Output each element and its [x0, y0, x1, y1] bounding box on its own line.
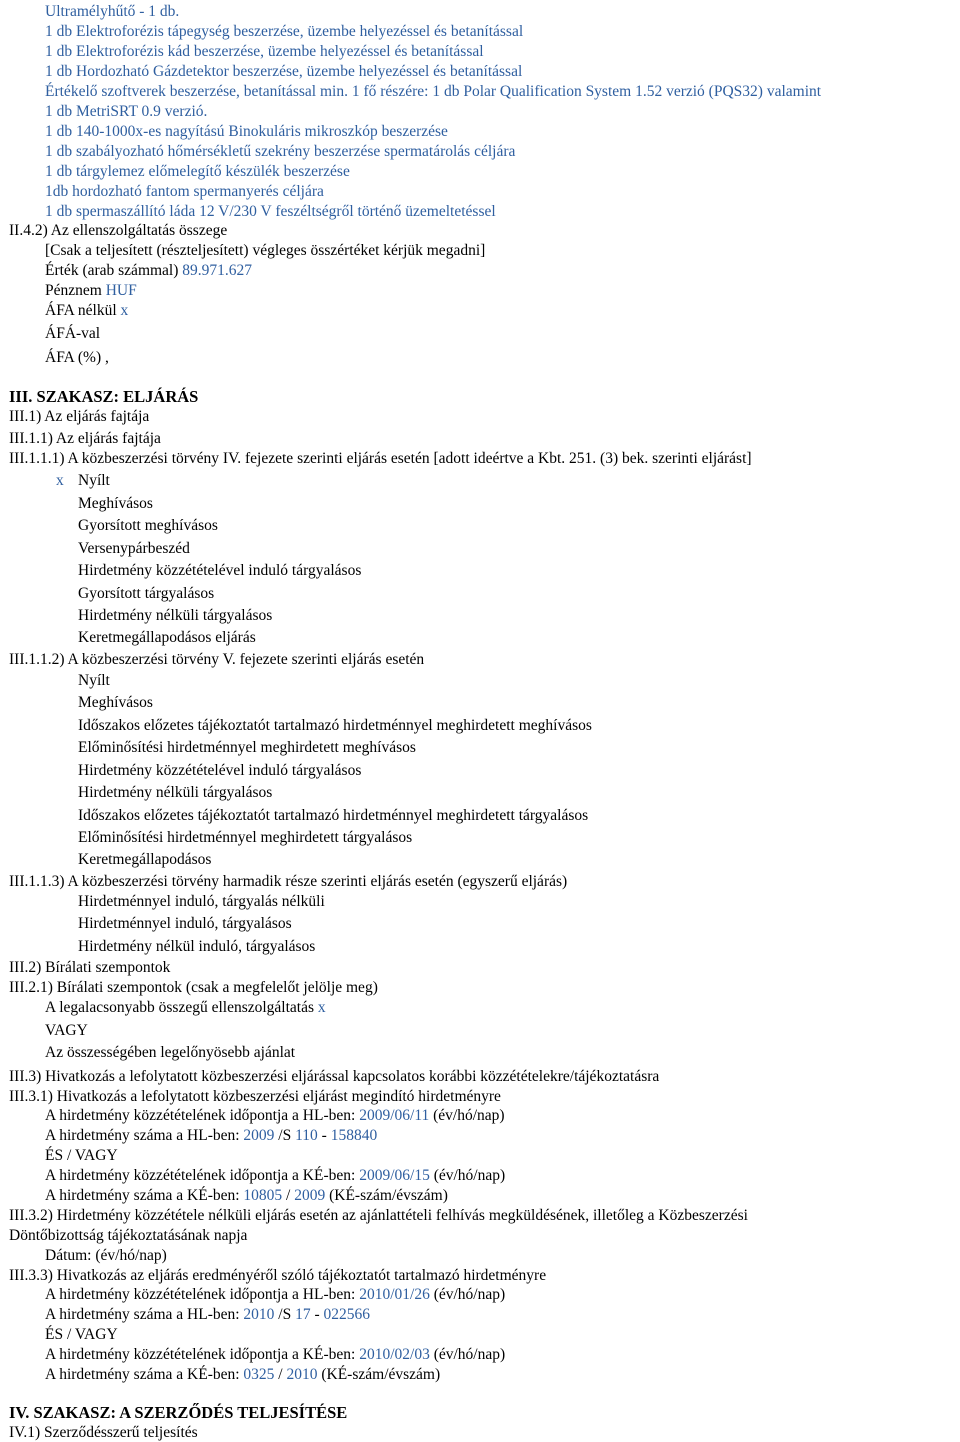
item-line: 1 db 140-1000x-es nagyítású Binokuláris mikroszkóp beszerzése	[45, 123, 448, 140]
option: Meghívásos	[78, 694, 153, 711]
ref-value: 110	[295, 1127, 318, 1144]
ref-format: (év/hó/nap)	[433, 1286, 506, 1303]
ref-value: 2010	[286, 1366, 318, 1383]
option: Hirdetmény nélküli tárgyalásos	[78, 784, 273, 801]
item-line: Ultramélyhűtő - 1 db.	[45, 3, 180, 20]
ref-label: A hirdetmény közzétételének időpontja a KÉ-ben:	[45, 1167, 356, 1184]
ref-format: (év/hó/nap)	[433, 1346, 506, 1363]
subsection: III.1.1) Az eljárás fajtája	[9, 430, 161, 447]
option: Hirdetmény nélküli tárgyalásos	[78, 607, 273, 624]
ref-row	[45, 1285, 505, 1304]
value-label: Érték (arab számmal)	[45, 262, 179, 279]
ref-value: 158840	[330, 1127, 378, 1144]
ref-value: 2010	[243, 1306, 275, 1323]
es-vagy: ÉS / VAGY	[45, 1147, 118, 1164]
ref-row	[45, 1166, 505, 1185]
option: Előminősítési hirdetménnyel meghirdetett tárgyalásos	[78, 829, 413, 846]
option: Keretmegállapodásos	[78, 851, 212, 868]
ref-format: (év/hó/nap)	[433, 1107, 505, 1124]
ref-value: 2009	[294, 1187, 326, 1204]
option: Meghívásos	[78, 495, 153, 512]
gross-label: ÁFÁ-val	[45, 325, 101, 342]
option: Hirdetménnyel induló, tárgyalás nélküli	[78, 893, 325, 910]
ref-label: A hirdetmény száma a KÉ-ben:	[45, 1366, 240, 1383]
ref-label: A hirdetmény közzétételének időpontja a KÉ-ben:	[45, 1346, 356, 1363]
value: 89.971.627	[182, 262, 253, 279]
criterion-row	[45, 998, 326, 1017]
item-line: 1 db Hordozható Gázdetektor beszerzése, üzembe helyezéssel és betanítással	[45, 63, 523, 80]
ref-format: (KÉ-szám/évszám)	[329, 1187, 448, 1204]
ref-row: A hirdetmény száma a KÉ-ben: 0325 / 2010 (KÉ-szám/évszám)	[45, 1366, 441, 1383]
item-line: 1 db tárgylemez előmelegítő készülék beszerzése	[45, 163, 350, 180]
ref-row	[45, 1345, 505, 1364]
net-row	[45, 301, 128, 320]
item-line: 1 db Elektroforézis tápegység beszerzése, üzembe helyezéssel és betanítással	[45, 23, 524, 40]
ref-format: (év/hó/nap)	[433, 1167, 506, 1184]
ref-label: A hirdetmény száma a HL-ben:	[45, 1127, 240, 1144]
ref-value: 2009/06/15	[359, 1167, 430, 1184]
option: Hirdetmény közzétételével induló tárgyalásos	[78, 562, 362, 579]
or-text: VAGY	[45, 1022, 88, 1039]
subsection: III.3) Hivatkozás a lefolytatott közbeszerzési eljárással kapcsolatos korábbi közzétételekre/tájékoztatásra	[9, 1068, 660, 1085]
ref-row: A hirdetmény száma a KÉ-ben: 10805 / 2009 (KÉ-szám/évszám)	[45, 1187, 448, 1204]
currency-label: Pénznem	[45, 282, 102, 299]
item-line: 1 db MetriSRT 0.9 verzió.	[45, 103, 208, 120]
section-title: IV. SZAKASZ: A SZERZŐDÉS TELJESÍTÉSE	[9, 1403, 348, 1422]
ref-value: 0325	[243, 1366, 275, 1383]
subsection: III.3.2) Hirdetmény közzététele nélküli eljárás esetén az ajánlattételi felhívás megküldésének, illetőleg a Közbeszerzési	[9, 1207, 748, 1224]
ref-row	[45, 1106, 505, 1125]
item-line: 1 db Elektroforézis kád beszerzése, üzembe helyezéssel és betanítással	[45, 43, 484, 60]
ref-row: A hirdetmény száma a HL-ben: 2009 /S 110 - 158840	[45, 1127, 378, 1144]
subsection: III.1.1.2) A közbeszerzési törvény V. fejezete szerinti eljárás esetén	[9, 651, 425, 668]
ref-label: A hirdetmény közzétételének időpontja a HL-ben:	[45, 1286, 356, 1303]
option: Hirdetménnyel induló, tárgyalásos	[78, 915, 292, 932]
item-line: 1 db szabályozható hőmérsékletű szekrény beszerzése spermatárolás céljára	[45, 143, 516, 160]
option: Nyílt	[78, 472, 110, 489]
subsection: III.1.1.3) A közbeszerzési törvény harmadik része szerinti eljárás esetén (egyszerű eljárás)	[9, 873, 568, 890]
option: Gyorsított meghívásos	[78, 517, 218, 534]
ref-format: (KÉ-szám/évszám)	[321, 1366, 441, 1383]
es-vagy: ÉS / VAGY	[45, 1326, 118, 1343]
option: Versenypárbeszéd	[78, 540, 190, 557]
vat-label: ÁFA (%) ,	[45, 349, 109, 366]
option: Nyílt	[78, 672, 110, 689]
option: Előminősítési hirdetménnyel meghirdetett meghívásos	[78, 739, 416, 756]
currency-row	[45, 281, 137, 300]
item-line: 1db hordozható fantom spermanyerés céljára	[45, 183, 324, 200]
criterion: Az összességében legelőnyösebb ajánlat	[45, 1044, 296, 1061]
criterion-mark: x	[317, 999, 326, 1016]
subsection: IV.1) Szerződésszerű teljesítés	[9, 1424, 198, 1441]
section-heading: II.4.2) Az ellenszolgáltatás összege	[9, 222, 228, 239]
ref-value: 10805	[243, 1187, 283, 1204]
ref-value: 2009/06/11	[359, 1107, 430, 1124]
ref-value: 022566	[323, 1306, 371, 1323]
subsection: III.1) Az eljárás fajtája	[9, 408, 150, 425]
value-row	[45, 261, 252, 280]
currency: HUF	[105, 282, 137, 299]
section-title: III. SZAKASZ: ELJÁRÁS	[9, 387, 199, 406]
net-mark: x	[120, 302, 129, 319]
note-text: [Csak a teljesített (részteljesített) végleges összértéket kérjük megadni]	[45, 242, 486, 259]
criterion: A legalacsonyabb összegű ellenszolgáltatás	[45, 999, 315, 1016]
ref-value: 2010/01/26	[359, 1286, 430, 1303]
item-line: Értékelő szoftverek beszerzése, betanítással min. 1 fő részére: 1 db Polar Qualification System 1.52 verzió (PQS32) valamint	[45, 83, 822, 100]
option: Hirdetmény nélkül induló, tárgyalásos	[78, 938, 316, 955]
ref-label: A hirdetmény közzétételének időpontja a HL-ben:	[45, 1107, 356, 1124]
ref-value: 17	[295, 1306, 311, 1323]
option: Időszakos előzetes tájékoztatót tartalmazó hirdetménnyel meghirdetett tárgyalásos	[78, 807, 589, 824]
subsection: Döntőbizottság tájékoztatásának napja	[9, 1227, 248, 1244]
subsection: III.2.1) Bírálati szempontok (csak a megfelelőt jelölje meg)	[9, 979, 378, 996]
subsection: III.3.1) Hivatkozás a lefolytatott közbeszerzési eljárást megindító hirdetményre	[9, 1088, 501, 1105]
option: Időszakos előzetes tájékoztatót tartalmazó hirdetménnyel meghirdetett meghívásos	[78, 717, 592, 734]
ref-label: A hirdetmény száma a HL-ben:	[45, 1306, 240, 1323]
option: Keretmegállapodásos eljárás	[78, 629, 256, 646]
subsection: III.1.1.1) A közbeszerzési törvény IV. fejezete szerinti eljárás esetén [adott ideértve a Kbt. 251. (3) bek. szerinti eljárást]	[9, 450, 752, 467]
ref-row: A hirdetmény száma a HL-ben: 2010 /S 17 - 022566	[45, 1306, 371, 1323]
ref-label: A hirdetmény száma a KÉ-ben:	[45, 1187, 240, 1204]
ref-value: 2009	[243, 1127, 275, 1144]
subsection: III.2) Bírálati szempontok	[9, 959, 171, 976]
option: Hirdetmény közzétételével induló tárgyalásos	[78, 762, 362, 779]
subsection: III.3.3) Hivatkozás az eljárás eredményéről szóló tájékoztatót tartalmazó hirdetményre	[9, 1267, 547, 1284]
item-line: 1 db spermaszállító láda 12 V/230 V feszéltségről történő üzemeltetéssel	[45, 203, 496, 220]
option: Gyorsított tárgyalásos	[78, 585, 215, 602]
net-label: ÁFA nélkül	[45, 302, 117, 319]
ref-value: 2010/02/03	[359, 1346, 430, 1363]
date-field: Dátum: (év/hó/nap)	[45, 1247, 167, 1264]
selected-mark: x	[56, 472, 64, 489]
